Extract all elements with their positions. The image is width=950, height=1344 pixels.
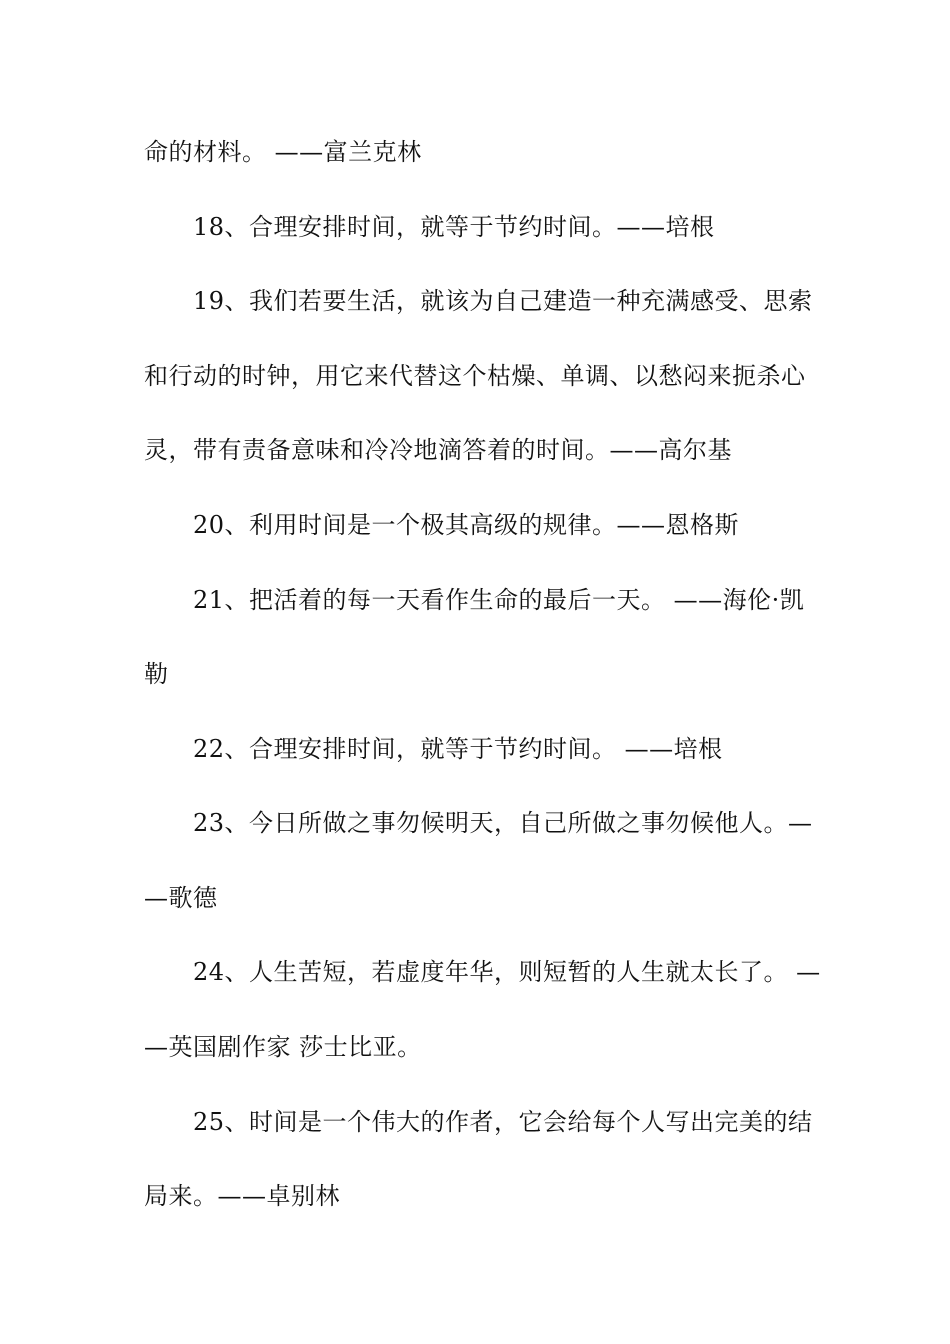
text-line: —英国剧作家 莎士比亚。: [144, 1033, 422, 1061]
text-line: 20、利用时间是一个极其高级的规律。——恩格斯: [144, 511, 740, 539]
text-line: 勒: [144, 660, 169, 688]
text-line: —歌德: [144, 884, 218, 912]
text-line: 命的材料。 ——富兰克林: [144, 138, 422, 166]
text-line: 18、合理安排时间，就等于节约时间。——培根: [144, 213, 715, 241]
text-line: 和行动的时钟，用它来代替这个枯燥、单调、以愁闷来扼杀心: [144, 362, 806, 390]
text-line: 24、人生苦短，若虚度年华，则短暂的人生就太长了。 —: [144, 958, 821, 986]
text-line: 19、我们若要生活，就该为自己建造一种充满感受、思索: [144, 287, 813, 315]
text-line: 25、时间是一个伟大的作者，它会给每个人写出完美的结: [144, 1108, 813, 1136]
text-line: 21、把活着的每一天看作生命的最后一天。 ——海伦·凯: [144, 586, 805, 614]
text-line: 灵，带有责备意味和冷冷地滴答着的时间。——高尔基: [144, 436, 732, 464]
text-line: 22、合理安排时间，就等于节约时间。 ——培根: [144, 735, 723, 763]
text-line: 局来。——卓别林: [144, 1182, 340, 1210]
text-line: 23、今日所做之事勿候明天，自己所做之事勿候他人。—: [144, 809, 813, 837]
